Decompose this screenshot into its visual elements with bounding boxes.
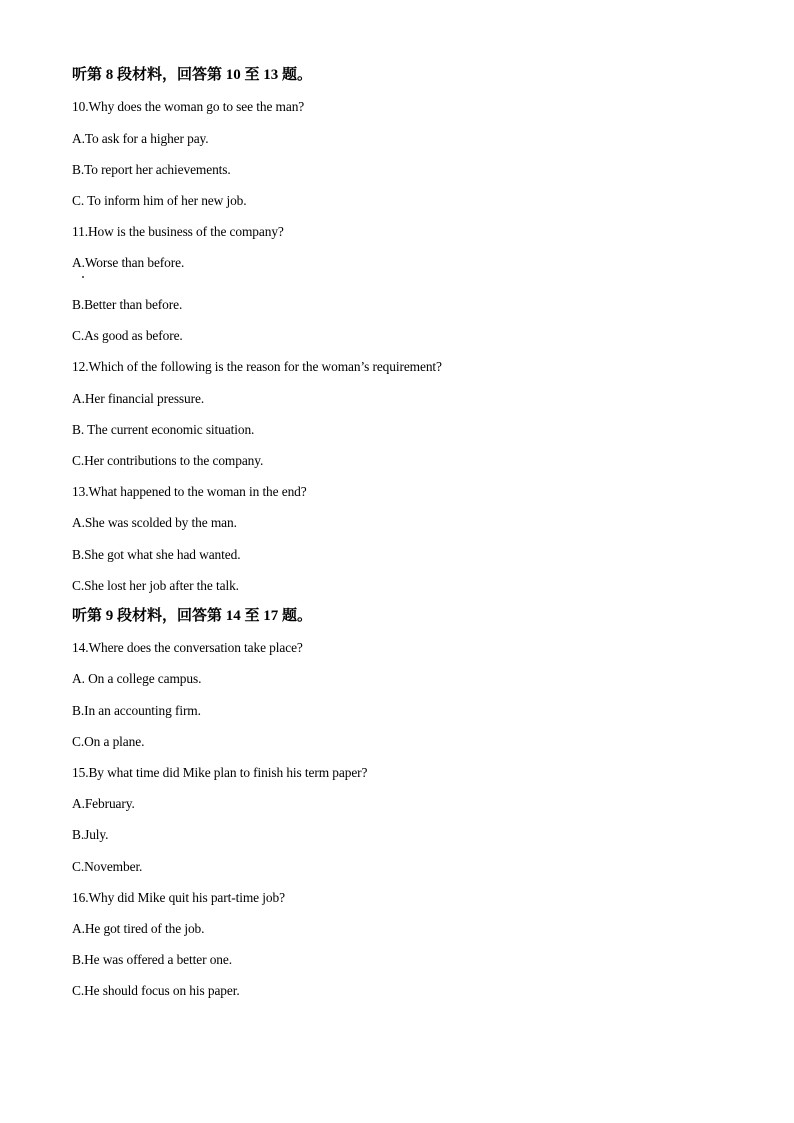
question-11-option-c: C.As good as before.	[72, 328, 183, 343]
section-8-heading: 听第 8 段材料，回答第 10 至 13 题。	[72, 67, 313, 83]
section-9-heading: 听第 9 段材料，回答第 14 至 17 题。	[72, 608, 313, 624]
question-13-stem: 13.What happened to the woman in the end?	[72, 484, 307, 499]
question-12-option-b: B. The current economic situation.	[72, 422, 255, 437]
question-15-option-a: A.February.	[72, 796, 135, 811]
question-14-stem: 14.Where does the conversation take place?	[72, 640, 303, 655]
question-16-option-a: A.He got tired of the job.	[72, 921, 205, 936]
question-10-option-b: B.To report her achievements.	[72, 162, 231, 177]
scan-speck	[82, 276, 84, 278]
question-14-option-c: C.On a plane.	[72, 734, 145, 749]
question-11-option-a: A.Worse than before.	[72, 255, 185, 270]
question-15-option-c: C.November.	[72, 859, 143, 874]
question-12-option-c: C.Her contributions to the company.	[72, 453, 264, 468]
question-15-stem: 15.By what time did Mike plan to finish his term paper?	[72, 765, 368, 780]
question-11-stem: 11.How is the business of the company?	[72, 224, 284, 239]
question-16-stem: 16.Why did Mike quit his part-time job?	[72, 890, 285, 905]
question-16-option-c: C.He should focus on his paper.	[72, 983, 240, 998]
question-14-option-b: B.In an accounting firm.	[72, 703, 201, 718]
question-16-option-b: B.He was offered a better one.	[72, 952, 232, 967]
question-12-stem: 12.Which of the following is the reason for the woman’s requirement?	[72, 359, 442, 374]
question-13-option-a: A.She was scolded by the man.	[72, 515, 237, 530]
question-11-option-b: B.Better than before.	[72, 297, 183, 312]
question-14-option-a: A. On a college campus.	[72, 671, 202, 686]
question-10-stem: 10.Why does the woman go to see the man?	[72, 99, 305, 114]
question-15-option-b: B.July.	[72, 827, 109, 842]
question-10-option-c: C. To inform him of her new job.	[72, 193, 247, 208]
question-13-option-c: C.She lost her job after the talk.	[72, 578, 239, 593]
question-13-option-b: B.She got what she had wanted.	[72, 547, 241, 562]
question-12-option-a: A.Her financial pressure.	[72, 391, 205, 406]
question-10-option-a: A.To ask for a higher pay.	[72, 131, 209, 146]
